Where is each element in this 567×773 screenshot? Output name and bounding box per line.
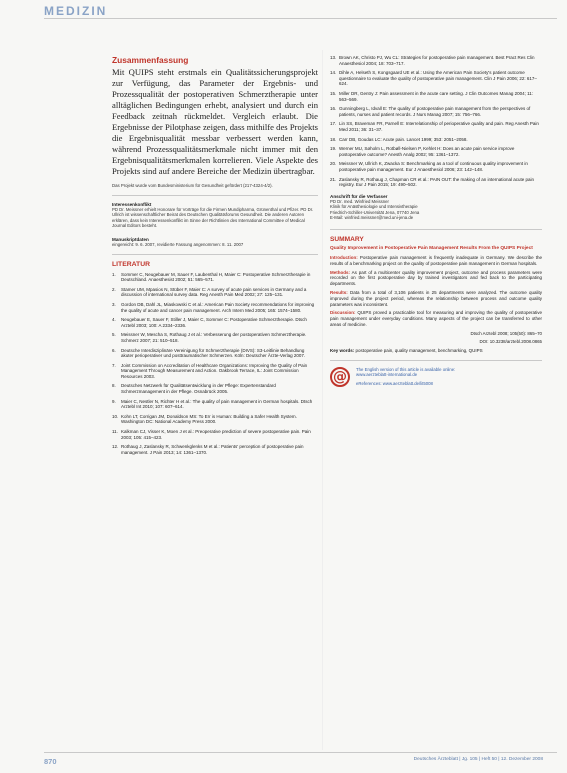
summary-discussion-label: Discussion:: [330, 310, 356, 316]
reference-item: [330, 70, 542, 87]
reference-number: 13.: [330, 55, 337, 60]
reference-number: 5.: [112, 332, 116, 338]
zusammenfassung-title: Zusammenfassung: [112, 55, 189, 65]
reference-text: Kalkman CJ, Visser K, Moen J et al.: Preoperative prediction of severe postoperative pain. Pain 2003; 105: 415–423.: [121, 429, 311, 440]
reference-item: [330, 91, 542, 102]
reference-number: 2.: [112, 286, 116, 292]
correspondence-line: Klinik für Anästhesiologie und Intensivtherapie: [330, 204, 418, 210]
reference-text: Meissner W, Mescha S, Rothaug J et al.: Verbesserung der postoperativen Schmerztherapie. Schmerz 2007; 21: 510–518.: [121, 332, 307, 343]
reference-text: Meissner W, Ullrich K, Zwacka S: Benchmarking as a tool of continuous quality improvement in postoperative pain management. Eur J Anaesthesiol 2006; 23: 142–148.: [339, 161, 528, 172]
reference-number: 19.: [330, 146, 337, 152]
reference-number: 18.: [330, 136, 337, 142]
reference-number: 20.: [330, 161, 337, 167]
reference-item: [330, 106, 542, 117]
reference-text: Lin SS, Braveman FR, Parnell E: Interrelationship of perioperative quality and pain. Reg Anesth Pain Med 2011; 36: 31–37.: [339, 121, 539, 132]
manuskriptdaten-title: Manuskriptdaten: [112, 236, 149, 242]
section-tag: MEDIZIN: [44, 4, 108, 18]
divider: [330, 229, 542, 230]
reference-item: [112, 414, 318, 425]
reference-number: 17.: [330, 121, 337, 127]
reference-text: Zaslansky R, Rothaug J, Chapman CR et al.: PAIN OUT: the making of an international acute pain registry. Eur J Pain 2015; 19: 490–502.: [339, 176, 535, 188]
reference-item: [112, 363, 318, 380]
english-line-1: The English version of this article is available online:: [356, 366, 456, 372]
reference-item: [112, 302, 318, 313]
summary-discussion: [330, 310, 542, 327]
reference-number: 10.: [112, 413, 119, 419]
reference-item: [330, 177, 542, 188]
summary-intro: [330, 255, 542, 267]
reference-number: 7.: [112, 362, 116, 368]
footer-rule: [44, 752, 557, 753]
reference-number: 12.: [112, 444, 119, 450]
summary-citation: Dtsch Arztebl 2008; 105(50): 865–70: [470, 330, 542, 336]
reference-item: [112, 287, 318, 298]
header-rule: [44, 18, 557, 19]
reference-item: [330, 146, 542, 157]
reference-number: 3.: [112, 301, 116, 307]
reference-item: [330, 137, 542, 143]
summary-intro-text: Postoperative pain management is frequently inadequate in Germany. We describe the results of a benchmarking project on the quality of postoperative pain management in German hospitals.: [330, 255, 542, 266]
summary-discussion-text: QUIPS proved a practicable tool for measuring and improving the quality of postoperative pain management under everyday conditions. Many aspects of the project can be transferred to other areas of medicine.: [330, 310, 542, 328]
reference-text: Deutsches Netzwerk für Qualitätsentwicklung in der Pflege: Expertenstandard Schmerzmanagement in der Pflege. Osnabrück 2005.: [121, 383, 276, 395]
manuskriptdaten-text: eingereicht: 9. 6. 2007, revidierte Fassung angenommen: 8. 11. 2007: [112, 241, 244, 247]
reference-text: Maier C, Nestler N, Richter H et al.: The quality of pain management in German hospitals. Dtsch Arztebl Int 2010; 107: 607–614.: [121, 398, 313, 410]
column-divider: [322, 50, 323, 750]
keywords-label: Key words:: [330, 348, 355, 354]
summary-results-text: Data from a total of 3,106 patients in 25 departments were analyzed. The outcome quality improved during the project period, whereas the relationship between process and outcome quality parameters was inconsistent.: [330, 290, 542, 307]
divider: [112, 254, 318, 255]
reference-text: Carr DB, Goudas LC: Acute pain. Lancet 1999; 353: 2051–2058.: [339, 136, 468, 142]
at-sign-icon: @: [330, 367, 350, 387]
literatur-title: LITERATUR: [112, 260, 151, 268]
reference-text: Gunningberg L, Idvall E: The quality of postoperative pain management from the perspectives of patients, nurses and patient records. J Nurs Manag 2007; 15: 756–766.: [339, 106, 531, 117]
correspondence-line: Friedrich-Schiller-Universität Jena, 07740 Jena: [330, 209, 420, 215]
reference-text: Brown AK, Christo PJ, Wu CL: Strategies for postoperative pain management. Best Pract Res Clin Anaesthesiol 2004; 18: 703–717.: [339, 55, 535, 66]
reference-number: 6.: [112, 347, 116, 353]
reference-item: [112, 383, 318, 394]
summary-methods-text: As part of a multicenter quality improvement project, outcome and process parameters were recorded on the first postoperative day by trained investigators and fed back to the participating departments.: [330, 269, 542, 287]
reference-list: [330, 55, 542, 188]
divider: [330, 360, 542, 361]
reference-item: [112, 317, 318, 328]
reference-item: [112, 429, 318, 440]
correspondence-email[interactable]: E-Mail: winfried.meissner@med.uni-jena.de: [330, 215, 414, 221]
reference-text: Neugebauer E, Sauer F, Stiller J, Maier C, Sommer C: Postoperative Schmerztherapie. Dtsch Arztebl 2003; 100: A 2334–2336.: [121, 317, 307, 328]
reference-text: Gordon DB, Dahl JL, Miaskowski C et al.: American Pain Society recommendations for improving the quality of acute and cancer pain management. Arch Intern Med 2005; 165: 1574–1580.: [121, 301, 315, 313]
reference-list: [112, 272, 318, 456]
summary-methods: [330, 270, 542, 287]
reference-item: [112, 332, 318, 343]
correspondence-line: PD Dr. med. Winfried Meissner: [330, 198, 389, 204]
divider: [112, 195, 318, 196]
reference-item: [112, 272, 318, 283]
reference-item: [112, 399, 318, 410]
reference-text: Sommer C, Neugebauer M, Sauer F, Laubenthal H, Maier C: Postoperative Schmerztherapie in Deutschland. Anaesthesist 2002; 51: 565–571.: [121, 271, 311, 283]
page-number: 870: [44, 757, 57, 766]
reference-text: Kohn LT, Corrigan JM, Donaldson MS: To Err is Human: Building a Safer Health System. Washington DC: National Academy Press 2000.: [121, 413, 297, 425]
reference-text: Stamer UM, Mpasios N, Stüber F, Maier C: A survey of acute pain services in Germany and a discussion of international survey data. Reg Anesth Pain Med 2002; 27: 125–131.: [121, 286, 307, 298]
summary-subtitle: Quality Improvement in Postoperative Pain Management Results From the QUIPS Project: [330, 246, 533, 252]
reference-item: [330, 121, 542, 132]
journal-footer: Deutsches Ärzteblatt | Jg. 105 | Heft 50 | 12. Dezember 2008: [413, 757, 543, 762]
reference-item: [330, 161, 542, 172]
reference-number: 21.: [330, 176, 337, 182]
funding-note: Das Projekt wurde vom Bundesministerium für Gesundheit gefördert (217-4324-4/2).: [112, 183, 273, 188]
reference-number: 4.: [112, 317, 116, 323]
reference-text: Deutsche Interdisziplinäre Vereinigung für Schmerztherapie (DIVS): S3-Leitlinie Behandlung akuter perioperativer und posttraumatischer Schmerzen. Köln: Deutscher Ärzte-Verlag 2007.: [121, 347, 306, 359]
english-version-box: [330, 367, 542, 387]
interessenkonflikt-title: Interessenkonflikt: [112, 201, 152, 207]
right-column: [330, 55, 542, 387]
correspondence-title: Anschrift für die Verfasser: [330, 193, 388, 199]
summary-keywords: [330, 348, 542, 354]
summary-results-label: Results:: [330, 290, 348, 296]
reference-item: [112, 348, 318, 359]
zusammenfassung-text: Mit QUIPS steht erstmals ein Qualitätssicherungsprojekt zur Verfügung, das Parameter der Ergebnis- und Prozessqualität der postoperativen Schmerztherapie unter alltäglichen Bedingungen erhebt, analysiert und durch ein Feedback zeitnah rückmeldet. Vergleich erlaubt. Die Ergebnisse der Pilotphase zeigen, dass mithilfe des Projekts die Ergebnisqualität messbar verbessert werden kann, während Prozessqualitätsmerkmale nicht immer mit den Ergebnisqualitätsmerkmalen korrelieren. Viele Aspekte des Projekts sind auf andere Bereiche der Medizin übertragbar.: [112, 67, 318, 176]
reference-number: 14.: [330, 70, 337, 76]
reference-number: 1.: [112, 271, 116, 277]
reference-text: Werner MU, Søholm L, Rotbøll-Nielsen P, Kehlet H: Does an acute pain service improve postoperative outcome? Anesth Analg 2002; 95: 1361–1372.: [339, 146, 515, 157]
reference-number: 16.: [330, 106, 337, 112]
interessenkonflikt-text: PD Dr. Meissner erhielt Honorare für Vorträge für die Firmen Mundipharma, Grünenthal und Pfizer. PD Dr. Ullrich ist wissenschaftlicher Beirat des Deutschen Qualitätsforums Gesundheit. Die anderen Autoren erklären, dass kein Interessenkonflikt im Sinne der Richtlinien des International Committee of Medical Journal Editors besteht.: [112, 206, 314, 229]
reference-item: [330, 55, 542, 66]
english-link[interactable]: www.aerzteblatt-international.de: [356, 372, 418, 378]
reference-number: 11.: [112, 429, 118, 435]
reference-number: 8.: [112, 383, 116, 389]
summary-methods-label: Methods:: [330, 269, 350, 275]
keywords-text: postoperative pain, quality management, benchmarking, QUIPS: [355, 348, 483, 354]
ereferences-link[interactable]: eReferences: www.aerzteblatt.de/lit5008: [356, 381, 433, 386]
reference-text: Joint Commission on Accreditation of Healthcare Organizations: Improving the Quality of Pain Management Through Measurement and Action. Oakbrook Terrace, IL: Joint Commission Resources 2003.: [121, 362, 308, 379]
left-column: [112, 55, 318, 459]
reference-text: Miller DR, Gentry J: Pain assessment in the acute care setting. J Clin Outcomes Manag 2004; 11: 563–569.: [339, 90, 534, 102]
reference-number: 9.: [112, 398, 116, 404]
correspondence: [330, 194, 542, 221]
reference-item: [112, 444, 318, 455]
summary-results: [330, 290, 542, 307]
reference-text: Dihle A, Helseth S, Kongsgaard UE et al.: Using the American Pain Society's patient outcome questionnaire to evaluate the quality of postoperative pain management. Clin J Pain 2006; 22: 617–624.: [339, 70, 537, 87]
reference-number: 15.: [330, 90, 337, 96]
reference-text: Rothaug J, Zaslansky R, Schwenkglenks M et al.: Patients' perception of postoperative pain management. J Pain 2013; 14: 1361–1370.: [121, 444, 304, 455]
summary-title: SUMMARY: [330, 236, 364, 244]
summary-doi: DOI: 10.3238/arztebl.2008.0865: [479, 339, 542, 345]
summary-intro-label: Introduction:: [330, 255, 358, 261]
